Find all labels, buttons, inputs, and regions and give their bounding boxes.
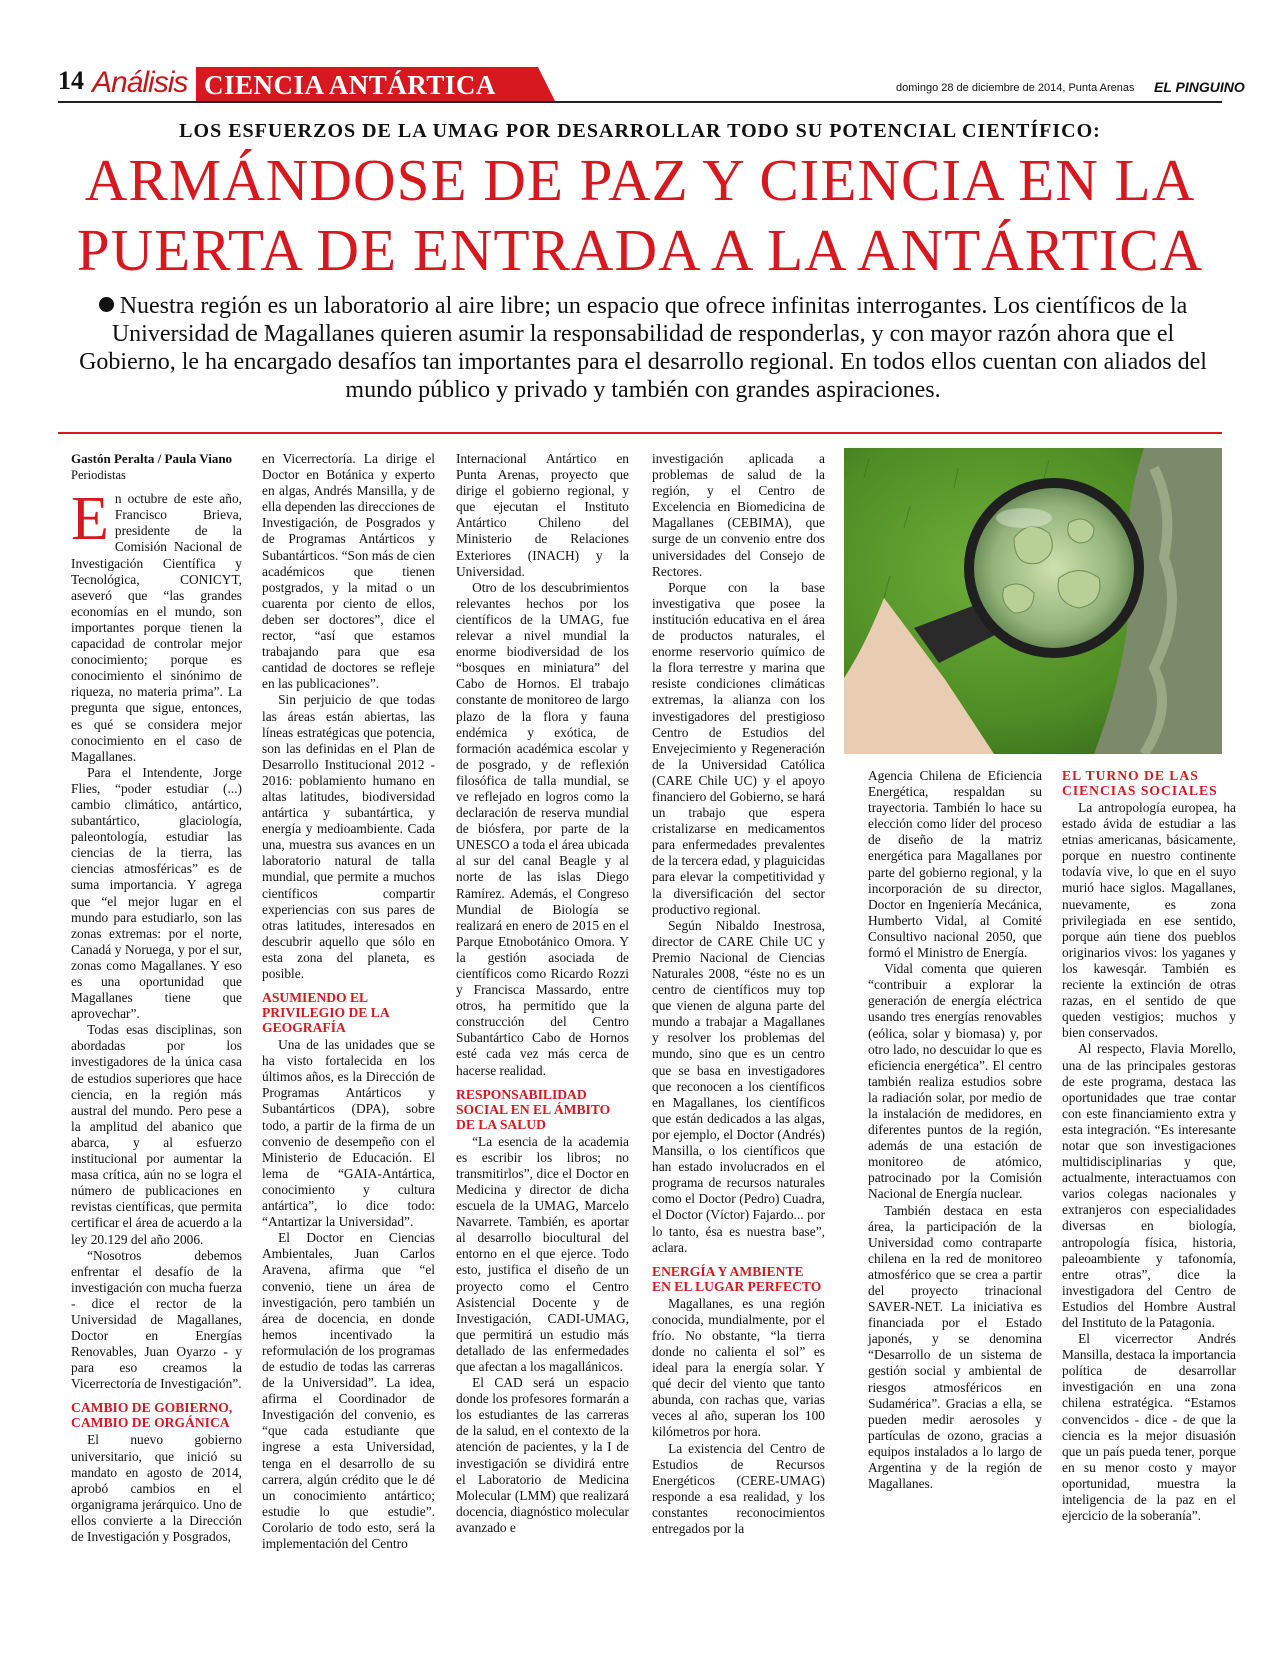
- byline-role: Periodistas: [71, 468, 126, 483]
- lead-divider: [58, 432, 1222, 434]
- newspaper-brand: EL PINGUINO: [1154, 79, 1245, 95]
- paragraph: Vidal comenta que quieren “contribuir a explorar la generación de energía eléctrica usando tres energías renovables (eólica, solar y biomasa) y, por otro lado, no descuidar lo que es eficiencia energética”. El centro también realiza estudios sobre la radiación solar, por medio de la instalación de medidores, en diferentes puntos de la región, además de una estación de monitoreo de atómico, patrocinado por la Comisión Nacional de Energía nuclear.: [868, 961, 1042, 1202]
- article-column-6: [1062, 768, 1236, 1524]
- paragraph: Porque con la base investigativa que posee la institución educativa en el área de productos naturales, el enorme reservorio químico de la flora terrestre y marina que resiste condiciones climáticas extremas, la alianza con los investigadores del prestigioso Centro de Estudios del Envejecimiento y Regeneración de la Universidad Católica (CARE Chile UC) y el apoyo financiero del Gobierno, se hará un trabajo que espera cristalizarse en medicamentos para enfermedades prevalentes de la tercera edad, y plaguicidas para elevar la competitividad y la diversificación del sector productivo regional.: [652, 579, 825, 917]
- subhead: CAMBIO DE GOBIERNO, CAMBIO DE ORGÁNICA: [71, 1400, 233, 1431]
- kicker: LOS ESFUERZOS DE LA UMAG POR DESARROLLAR TODO SU POTENCIAL CIENTÍFICO:: [179, 120, 1101, 142]
- header-rule: [58, 101, 1222, 103]
- article-column-4: [652, 451, 825, 1537]
- paragraph: Agencia Chilena de Eficiencia Energética, respaldan su trayectoria. También lo hace su elección como líder del proceso de diseño de la matriz energética para Magallanes por parte del gobierno regional, y la incorporación de su director, Doctor en Ingeniería Mecánica, Humberto Vidal, al Comité Consultivo nacional 2050, que formó el Ministro de Energía.: [868, 768, 1042, 961]
- paragraph: El Doctor en Ciencias Ambientales, Juan Carlos Aravena, afirma que “el convenio, tiene un área de investigación, pero también un área de docencia, en donde hemos incentivado la reformulación de los programas de estudio de todas las carreras de la Universidad”. La idea, afirma el Coordinador de Investigación del convenio, es “que cada estudiante que ingrese a esta Universidad, tenga en el desarrollo de su carrera, algún crédito que le dé un conocimiento antártico; estudie lo que estudie”. Corolario de todo esto, será la implementación del Centro: [262, 1230, 435, 1551]
- paragraph: investigación aplicada a problemas de salud de la región, y el Centro de Excelencia en Biomedicina de Magallanes (CEBIMA), que surge de un convenio entre dos universidades del Consejo de Rectores.: [652, 451, 825, 579]
- lead-text: Nuestra región es un laboratorio al aire libre; un espacio que ofrece infinitas interrogantes. Los científicos de la Universidad de Magallanes quieren asumir la responsabilidad de responderlas, y con mayor razón ahora que el Gobierno, le ha encargado desafíos tan importantes para el desarrollo regional. En todos ellos cuentan con aliados del mundo público y privado y también con grandes aspiraciones.: [79, 293, 1207, 403]
- paragraph: Para el Intendente, Jorge Flies, “poder estudiar (...) cambio climático, antártico, subantártico, glaciología, paleontología, estudiar las ciencias de la tierra, las ciencias atmosféricas” es de suma importancia. Y agrega que “el mejor lugar en el mundo para estudiarlo, son las zonas extremas: por el norte, Canadá y Noruega, y por el sur, zonas como Magallanes. Y eso es una oportunidad que Magallanes tiene que aprovechar”.: [71, 764, 242, 1022]
- page-number: 14: [58, 66, 84, 95]
- headline-line-1: ARMÁNDOSE DE PAZ Y CIENCIA EN LA: [84, 147, 1196, 213]
- paragraph: “La esencia de la academia es escribir los libros; no transmitirlos”, dice el Doctor en Medicina y director de dicha escuela de la UMAG, Marcelo Navarrete. También, es aportar al desarrollo biocultural del entorno en el que ejerce. Todo esto, justifica el diseño de un proyecto como el Centro Asistencial Docente y de Investigación, CADI-UMAG, que permitirá un estudio más detallado de las enfermedades que afectan a los magallánicos.: [456, 1133, 629, 1374]
- photo-magnifying-glass-lichen: [844, 448, 1222, 754]
- article-column-2: [262, 451, 435, 1552]
- subhead: RESPONSABILIDAD SOCIAL EN EL ÁMBITO DE LA SALUD: [456, 1086, 611, 1132]
- paragraph: El CAD será un espacio donde los profesores formarán a los estudiantes de las carreras de la salud, en el contexto de la atención de pacientes, y la I de investigación se dividirá entre el Laboratorio de Medicina Molecular (LMM) que realizará docencia, diagnóstico molecular avanzado e: [456, 1375, 629, 1535]
- paragraph: Todas esas disciplinas, son abordadas por los investigadores de la única casa de estudios superiores que hace ciencia, en la región más austral del mundo. Pero pese a la amplitud del abanico que abarca, y al esfuerzo institucional por aumentar la masa crítica, aún no se logra el número de publicaciones en revistas científicas, que permita certificar el área de acuerdo a la ley 20.129 del año 2006.: [71, 1022, 242, 1247]
- paragraph: El nuevo gobierno universitario, que inició su mandato en agosto de 2014, aprobó cambios en el organigrama jerárquico. Uno de ellos convierte a la Dirección de Investigación y Posgrados,: [71, 1432, 242, 1544]
- headline-line-2: PUERTA DE ENTRADA A LA ANTÁRTICA: [76, 217, 1204, 283]
- paragraph: La existencia del Centro de Estudios de Recursos Energéticos (CERE-UMAG) responde a esa realidad, y los constantes reconocimientos entregados por la: [652, 1440, 825, 1536]
- drop-cap: E: [71, 485, 109, 554]
- paragraph: Según Nibaldo Inestrosa, director de CARE Chile UC y Premio Nacional de Ciencias Naturales 2008, “éste no es un centro de científicos muy top que vienen de alguna parte del mundo a trabajar a Magallanes y resolver los problemas del mundo, sino que es un centro que se basa en investigadores que reconocen a los científicos en Magallanes, los científicos que están dedicados a las algas, por ejemplo, el Doctor (Andrés) Mansilla, o los científicos que han estado involucrados en el programa de recursos naturales como el Doctor (Pedro) Cuadra, el Doctor (Víctor) Fajardo... por lo tanto, ésa es nuestra base”, aclara.: [652, 917, 825, 1255]
- paragraph: El vicerrector Andrés Mansilla, destaca la importancia política de desarrollar investigación en una zona chilena estratégica. “Estamos convencidos - dice - de que la ciencia es la mejor disuasión que un país pueda tener, porque en su menor costo y mayor oportunidad, muestra la inteligencia de la paz en el ejercicio de la soberanía”.: [1062, 1331, 1236, 1524]
- paragraph: Una de las unidades que se ha visto fortalecida en los últimos años, es la Dirección de Programas Antárticos y Subantárticos (DPA), sobre todo, a partir de la firma de un convenio de desempeño con el Ministerio de Educación. El lema de “GAIA-Antártica, conocimiento y cultura antártica”, lo dice todo: “Antartizar la Universidad”.: [262, 1037, 435, 1230]
- subhead: EL TURNO DE LAS CIENCIAS SOCIALES: [1062, 768, 1218, 798]
- paragraph: en Vicerrectoría. La dirige el Doctor en Botánica y experto en algas, Andrés Mansilla, y de ella dependen las direcciones de Investigación, de Posgrados y de Programas Antárticos y Subantárticos. “Son más de cien académicos que tienen postgrados, y la mitad o un cuarenta por ciento de ellos, deben ser doctores”, dice el rector, “así que estamos trabajando para que esa cantidad de doctores se refleje en las publicaciones”.: [262, 451, 435, 692]
- lead-paragraph: [78, 292, 1208, 404]
- section-title: CIENCIA ANTÁRTICA: [204, 70, 496, 100]
- paragraph: “Nosotros debemos enfrentar el desafío de la investigación con mucha fuerza - dice el rector de la Universidad de Magallanes, Doctor en Energías Renovables, Juan Oyarzo - y para eso creamos la Vicerrectoría de Investigación”.: [71, 1247, 242, 1392]
- byline: Gastón Peralta / Paula Viano: [71, 451, 233, 466]
- paragraph: La antropología europea, ha estado ávida de estudiar a las etnias americanas, básicamente, porque en nuestro continente todavía vive, lo que en el suyo murió hace siglos. Magallanes, nuevamente, es zona privilegiada en ese sentido, porque aún tiene dos pueblos originarios vivos: los yaganes y los kawesqár. También es reciente la extinción de otras razas, en el sentido de que queden vestigios; muchos y bien conservados.: [1062, 800, 1236, 1041]
- subhead: ENERGÍA Y AMBIENTE EN EL LUGAR PERFECTO: [652, 1263, 822, 1294]
- lichen-photo-illustration: [844, 448, 1222, 754]
- article-column-3: [456, 451, 629, 1536]
- subhead: ASUMIENDO EL PRIVILEGIO DE LA GEOGRAFÍA: [262, 990, 389, 1036]
- dateline: domingo 28 de diciembre de 2014, Punta Arenas: [896, 82, 1135, 94]
- article-column-1: [71, 451, 242, 1545]
- paragraph: Internacional Antártico en Punta Arenas, proyecto que dirige el gobierno regional, y que ejecutan el Instituto Antártico Chileno del Ministerio de Relaciones Exteriores (INACH) y la Universidad.: [456, 451, 629, 579]
- article-column-5: [868, 768, 1042, 1492]
- section-label: Análisis: [92, 66, 188, 99]
- paragraph: Magallanes, es una región conocida, mundialmente, por el frío. No obstante, “la tierra donde no calienta el sol” es ideal para la energía solar. Y qué decir del viento que tanto abunda, con rachas que, varias veces al año, superan los 100 kilómetros por hora.: [652, 1295, 825, 1440]
- paragraph: Sin perjuicio de que todas las áreas están abiertas, las líneas estratégicas que potencia, son las definidas en el Plan de Desarrollo Institucional 2012 - 2016: poblamiento humano en altas latitudes, biodiversidad antártica y subantártica, y energía y medioambiente. Cada una, muestra sus avances en un laboratorio natural de talla mundial, que permite a muchos científicos compartir experiencias con sus pares de otras latitudes, interesados en descubrir aquello que sólo en esta zona del planeta, es posible.: [262, 692, 435, 981]
- paragraph: Otro de los descubrimientos relevantes hechos por los científicos de la UMAG, fue relevar a nivel mundial la enorme biodiversidad de los “bosques en miniatura” del Cabo de Hornos. El trabajo constante de monitoreo de largo plazo de la flora y fauna endémica y exótica, de formación académica escolar y de posgrado, y de reflexión filosófica de talla mundial, se ve reflejado en logros como la declaración de reserva mundial de biósfera, por parte de la UNESCO a toda el área ubicada al sur del canal Beagle y al norte de las islas Diego Ramírez. Además, el Congreso Mundial de Biología se realizará en enero de 2015 en el Parque Etnobotánico Omora. Y la gestión asociada de científicos como Ricardo Rozzi y Francisca Massardo, entre otros, ha permitido que la construcción del Centro Subantártico Cabo de Hornos esté cada vez más cerca de hacerse realidad.: [456, 579, 629, 1078]
- bullet-icon: [99, 297, 114, 312]
- paragraph: También destaca en esta área, la participación de la Universidad como contraparte chilena en la red de monitoreo atmosférico que se crea a partir del proyecto trinacional SAVER-NET. La iniciativa es financiada por el Estado japonés, y se denomina “Desarrollo de un sistema de gestión social y ambiental de riesgos atmosféricos en Sudamérica”. Gracias a ella, se pueden medir aerosoles y partículas de ozono, gracias a equipos instalados a lo largo de Argentina y de la región de Magallanes.: [868, 1202, 1042, 1492]
- paragraph: n octubre de este año, Francisco Brieva, presidente de la Comisión Nacional de Investigación Científica y Tecnológica, CONICYT, aseveró que “las grandes economías en el mundo, son importantes porque tienen la capacidad de controlar mejor conocimiento; porque es conocimiento el sinónimo de riqueza, no materia prima”. La pregunta que sigue, entonces, es qué se considera mejor conocimiento en el caso de Magallanes.: [71, 491, 242, 764]
- paragraph: Al respecto, Flavia Morello, una de las principales gestoras de este programa, destaca las oportunidades que trae contar con este financiamiento extra y esta integración. “Es interesante notar que son investigaciones multidisciplinarias y que, actualmente, interactuamos con varios colegas nacionales y extranjeros con especialidades diversas en biología, antropología física, historia, paleoambiente y tafonomía, entre otras”, dice la investigadora del Centro de Estudios del Hombre Austral del Instituto de la Patagonia.: [1062, 1041, 1236, 1330]
